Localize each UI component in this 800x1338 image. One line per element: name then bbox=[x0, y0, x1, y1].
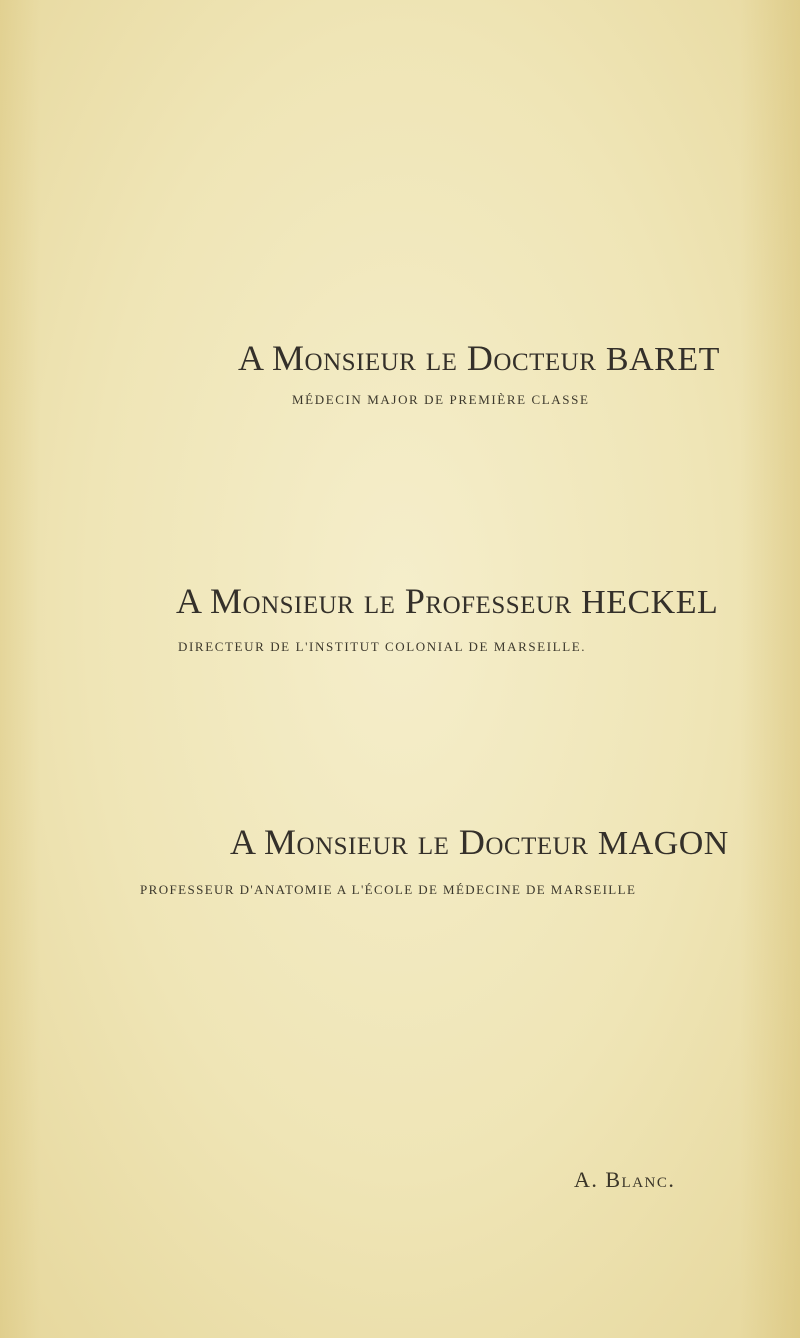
dedication-3-surname: MAGON bbox=[597, 825, 729, 862]
page-shadow-left bbox=[0, 0, 40, 1338]
dedication-3-prefix: A Monsieur le Docteur bbox=[230, 822, 589, 862]
author-signature: A. Blanc. bbox=[574, 1167, 676, 1192]
dedication-1-heading bbox=[238, 340, 720, 377]
dedication-3-heading bbox=[230, 824, 729, 861]
dedication-1-surname: BARET bbox=[605, 341, 720, 378]
dedication-1-prefix: A Monsieur le Docteur bbox=[238, 338, 597, 378]
dedication-3-title: PROFESSEUR D'ANATOMIE A L'ÉCOLE DE MÉDECINE DE MARSEILLE bbox=[140, 882, 637, 897]
dedication-2-title: DIRECTEUR DE L'INSTITUT COLONIAL DE MARSEILLE. bbox=[178, 639, 587, 654]
dedication-2-surname: HECKEL bbox=[581, 584, 719, 621]
dedication-1-title: MÉDECIN MAJOR DE PREMIÈRE CLASSE bbox=[292, 392, 590, 407]
dedication-2-prefix: A Monsieur le Professeur bbox=[176, 581, 572, 621]
page-shadow-right bbox=[740, 0, 800, 1338]
dedication-2-heading bbox=[176, 583, 718, 620]
